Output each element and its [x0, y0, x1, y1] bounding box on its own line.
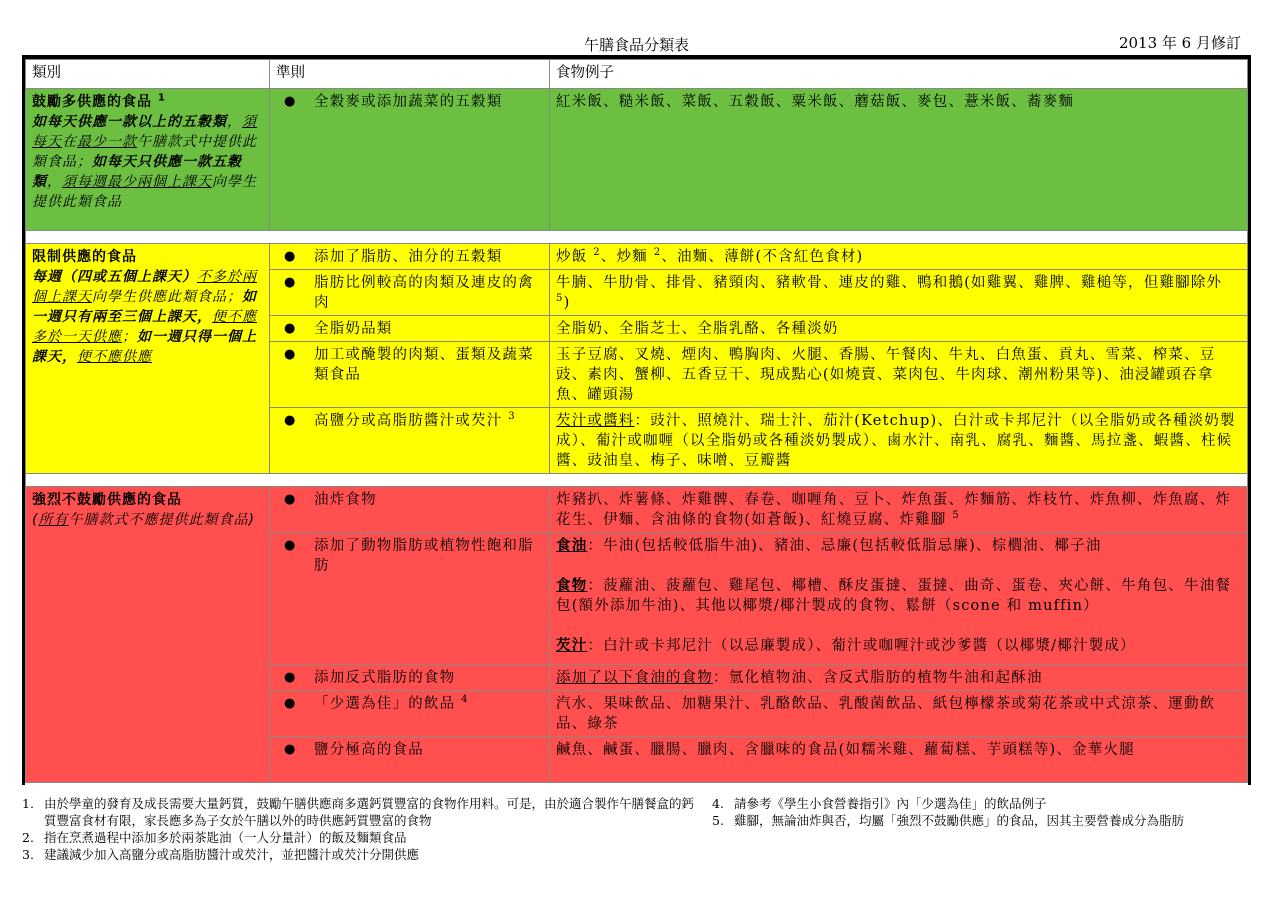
classification-table-frame [22, 55, 1251, 785]
bullet-icon: ● [284, 94, 297, 109]
criteria-cell: ● 高鹽分或高脂肪醬汁或芡汁 $^3$ [270, 408, 550, 474]
bullet-icon: ● [284, 538, 297, 553]
examples-cell: 炸豬扒、炸薯條、炸雞髀、春卷、咖喱角、豆卜、炸魚蛋、炸麵筋、炸枝竹、炸魚柳、炸魚腐、炸花生、伊麵、含油條的食物(如蒼飯)、紅燒豆腐、炸雞腳 $^5$ [550, 487, 1248, 533]
category-discourage [26, 487, 270, 783]
bullet-icon: ● [284, 321, 297, 336]
bullet-icon: ● [284, 275, 297, 290]
category-encourage [26, 89, 270, 231]
bullet-icon: ● [284, 249, 297, 264]
criteria-cell: ● 全穀麥或添加蔬菜的五穀類 [270, 89, 550, 231]
bullet-icon: ● [284, 492, 297, 507]
footnote-4: 4. 請參考《學生小食營養指引》內「少選為佳」的飲品例子 [712, 796, 1047, 811]
examples-cell: 芡汁或醬料：豉汁、照燒汁、瑞士汁、茄汁(Ketchup)、白汁或卡邦尼汁（以全脂奶或各種淡奶製成）、葡汁或咖喱（以全脂奶或各種淡奶製成）、鹵水汁、南乳、腐乳、麵醬、馬拉盞、蝦醬、柱候醬、豉油皇、梅子、味噌、豆瓣醬 [550, 408, 1248, 474]
footnotes-right [712, 795, 1252, 829]
section-spacer [26, 474, 1248, 487]
bullet-icon: ● [284, 696, 297, 711]
criteria-cell: ● 添加了動物脂肪或植物性飽和脂肪 [270, 533, 550, 665]
header-row [26, 60, 1248, 89]
criteria-cell: ● 油炸食物 [270, 487, 550, 533]
table-row [26, 89, 1248, 231]
examples-cell: 鹹魚、鹹蛋、臘腸、臘肉、含臘味的食品(如糯米雞、蘿蔔糕、芋頭糕等)、金華火腿 [550, 737, 1248, 783]
examples-cell: 汽水、果味飲品、加糖果汁、乳酪飲品、乳酸菌飲品、紙包檸檬茶或菊花茶或中式涼茶、運動飲品、綠茶 [550, 691, 1248, 737]
examples-cell: 炒飯 $^2$、炒麵 $^2$、油麵、薄餅(不含紅色食材) [550, 244, 1248, 270]
criteria-cell: ● 添加反式脂肪的食物 [270, 665, 550, 691]
revision-date: 2013 年 6 月修訂 [1118, 34, 1241, 52]
examples-cell: 全脂奶、全脂芝士、全脂乳酪、各種淡奶 [550, 316, 1248, 342]
category-description: 如每天供應一款以上的五穀類，須每天在最少一款午膳款式中提供此類食品；如每天只供應一款五穀類，須每週最少兩個上課天向學生提供此類食品 [32, 114, 257, 210]
food-examples: 食物：菠蘿油、菠蘿包、雞尾包、椰槽、酥皮蛋撻、蛋撻、曲奇、蛋卷、夾心餅、牛角包、牛油餐包(額外添加牛油)、其他以椰漿/椰汁製成的食物、鬆餅（scone 和 muffin） [556, 577, 1232, 614]
bullet-icon: ● [284, 413, 297, 428]
category-title: 限制供應的食品 [32, 249, 137, 265]
examples-cell: 紅米飯、糙米飯、菜飯、五穀飯、粟米飯、蘑菇飯、麥包、薏米飯、蕎麥麵 [550, 89, 1248, 231]
bullet-icon: ● [284, 670, 297, 685]
category-description: 每週（四或五個上課天）不多於兩個上課天向學生供應此類食品；如一週只有兩至三個上課天，便不應多於一天供應；如一週只得一個上課天，便不應供應 [32, 269, 257, 365]
category-limit [26, 244, 270, 474]
bullet-icon: ● [284, 347, 297, 362]
footnotes-left [22, 795, 702, 863]
sauce-examples: 芡汁：白汁或卡邦尼汁（以忌廉製成）、葡汁或咖喱汁或沙爹醬（以椰漿/椰汁製成） [556, 637, 1136, 654]
footnote-5: 5. 雞腳，無論油炸與否，均屬「強烈不鼓勵供應」的食品，因其主要營養成分為脂肪 [712, 813, 1185, 828]
criteria-cell: ● 全脂奶品類 [270, 316, 550, 342]
section-spacer [26, 231, 1248, 244]
examples-cell: 添加了以下食油的食物：氫化植物油、含反式脂肪的植物牛油和起酥油 [550, 665, 1248, 691]
footnote-3: 3. 建議減少加入高鹽分或高脂肪醬汁或芡汁，並把醬汁或芡汁分開供應 [22, 847, 420, 862]
examples-cell: 玉子豆腐、叉燒、煙肉、鴨胸肉、火腿、香腸、午餐肉、牛丸、白魚蛋、貢丸、雪菜、榨菜、豆豉、素肉、蟹柳、五香豆干、現成點心(如燒賣、菜肉包、牛肉球、潮州粉果等)、油浸罐頭吞拿魚、罐頭湯 [550, 342, 1248, 408]
oil-examples: 食油：牛油(包括較低脂牛油)、豬油、忌廉(包括較低脂忌廉)、棕櫚油、椰子油 [556, 537, 1102, 554]
category-title: 強烈不鼓勵供應的食品 [32, 492, 182, 508]
criteria-cell: ● 脂肪比例較高的肉類及連皮的禽肉 [270, 270, 550, 316]
classification-table [25, 59, 1248, 783]
footnote-1: 1. 由於學童的發育及成長需要大量鈣質，鼓勵午膳供應商多選鈣質豐富的食物作用料。可是，由於適合製作午膳餐盒的鈣質豐富食材有限，家長應多為子女於午膳以外的時供應鈣質豐富的食物 [22, 796, 695, 828]
page-title: 午膳食品分類表 [583, 36, 689, 54]
category-title: 鼓勵多供應的食品 $^1$ [32, 92, 166, 110]
category-description: (所有午膳款式不應提供此類食品) [32, 512, 255, 528]
header-category: 類別 [26, 60, 270, 89]
footnote-2: 2. 指在烹煮過程中添加多於兩茶匙油（一人分量計）的飯及麵類食品 [22, 830, 407, 845]
criteria-cell: ● 添加了脂肪、油分的五穀類 [270, 244, 550, 270]
criteria-cell: ● 「少選為佳」的飲品 $^4$ [270, 691, 550, 737]
criteria-cell: ● 加工或醃製的肉類、蛋類及蔬菜類食品 [270, 342, 550, 408]
examples-cell [550, 533, 1248, 665]
table-row [26, 244, 1248, 270]
examples-cell: 牛腩、牛肋骨、排骨、豬頸肉、豬軟骨、連皮的雞、鴨和鵝(如雞翼、雞脾、雞槌等，但雞腳除外 $^5$) [550, 270, 1248, 316]
header-examples: 食物例子 [550, 60, 1248, 89]
table-row [26, 487, 1248, 533]
bullet-icon: ● [284, 742, 297, 757]
header-criteria: 準則 [270, 60, 550, 89]
criteria-cell: ● 鹽分極高的食品 [270, 737, 550, 783]
